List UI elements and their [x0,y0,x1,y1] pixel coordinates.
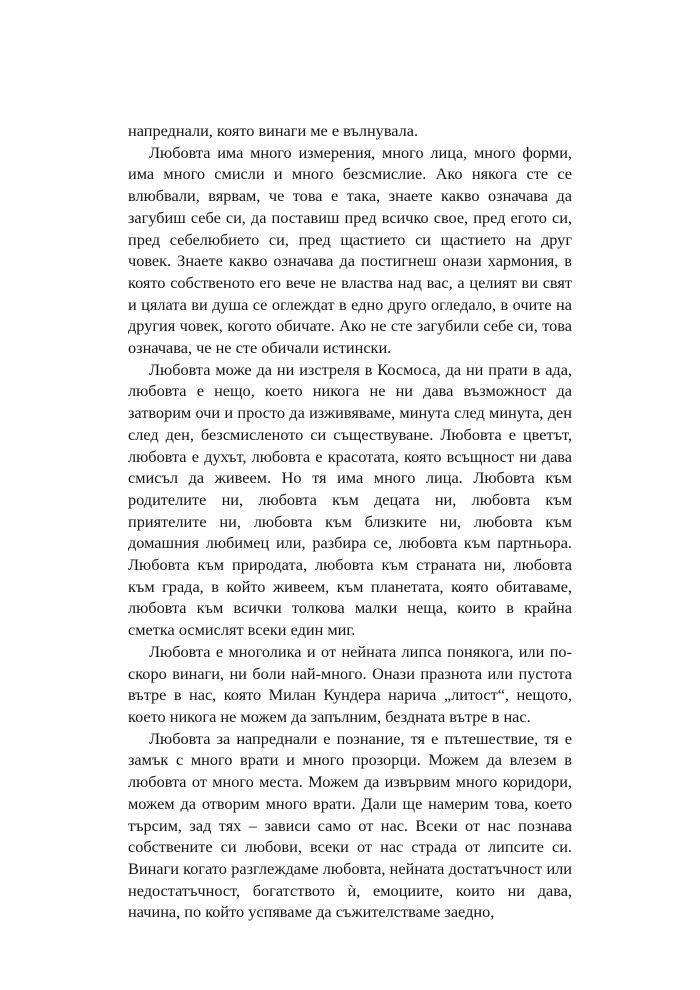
paragraph-love-castle: Любовта за напреднали е познание, тя е пътешествие, тя е замък с много врати и много прозорци. Можем да влезем в любовта от много места. Можем да извървим много коридори, можем да отворим много врати. Дали ще намерим това, което търсим, зад тях – зависи само от нас. Всеки от нас познава собствените си любови, всеки от нас страда от липсите си. Винаги когато разглеждаме любовта, нейната достатъчност или недостатъчност, богатството ѝ, емоциите, които ни дава, начина, по който успяваме да съжителстваме заедно, [128,728,572,922]
body-text [128,120,572,923]
paragraph-love-cosmos: Любовта може да ни изстреля в Космоса, да ни прати в ада, любовта е нещо, което никога не ни дава възможност да затворим очи и просто да изживяваме, минута след минута, ден след ден, безсмисленото си съществуване. Любовта е цветът, любовта е духът, любовта е красотата, която всъщност ни дава смисъл да живеем. Но тя има много лица. Любовта към родителите ни, любовта към децата ни, любовта към приятелите ни, любовта към близките ни, любовта към домашния любимец или, разбира се, любовта към партньора. Любовта към природата, любовта към страната ни, любовта към града, в който живеем, към планетата, която обитаваме, любовта към всички толкова малки неща, които в крайна сметка осмислят всеки един миг. [128,359,572,640]
paragraph-continuation: напреднали, която винаги ме е вълнувала. [128,121,419,140]
paragraph-love-dimensions: Любовта има много измерения, много лица, много форми, има много смисли и много безсмислие. Ако някога сте се влюбвали, вярвам, че това е така, знаете какво означава да загубиш себе си, да поставиш пред всичко свое, пред егото си, пред себелюбието си, пред щастието си щастието на друг човек. Знаете какво означава да постигнеш онази хармония, в която собственото его вече не властва над вас, а целият ви свят и цялата ви душа се оглеждат в едно друго огледало, в очите на другия човек, когото обичате. Ако не сте загубили себе си, това означава, че не сте обичали истински. [128,142,572,358]
paragraph-love-litost: Любовта е многолика и от нейната липса понякога, или по-скоро винаги, ни боли най-много. Онази празнота или пустота вътре в нас, която Милан Кундера нарича „литост“, нещото, което никога не можем да запълним, бездната вътре в нас. [128,641,572,726]
